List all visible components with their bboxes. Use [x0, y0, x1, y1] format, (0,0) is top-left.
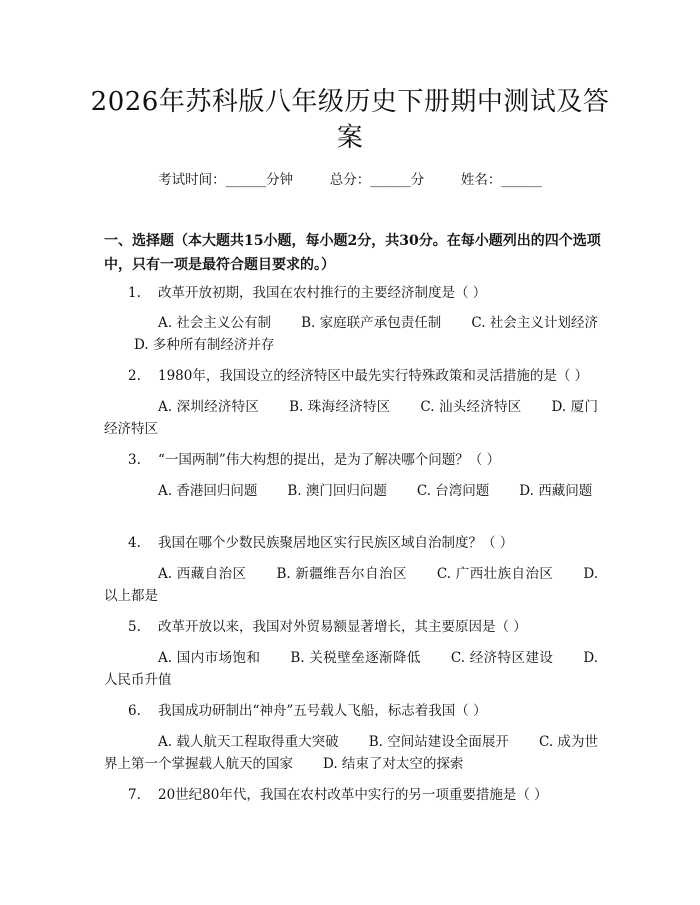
option-a: A. 国内市场饱和	[158, 650, 261, 666]
question-number: 5.	[128, 619, 141, 635]
question-stem: 改革开放以来，我国对外贸易额显著增长，其主要原因是（ ）	[158, 619, 527, 635]
question-stem: 改革开放初期，我国在农村推行的主要经济制度是（ ）	[158, 285, 487, 301]
question-2-options	[104, 396, 598, 440]
question-stem: 我国在哪个少数民族聚居地区实行民族区域自治制度？（ ）	[158, 535, 514, 551]
question-stem: “一国两制”伟大构想的提出，是为了解决哪个问题？（ ）	[158, 452, 501, 468]
option-d: D. 多种所有制经济并存	[134, 337, 275, 353]
option-b: B. 新疆维吾尔自治区	[276, 566, 407, 582]
question-number: 1.	[128, 285, 141, 301]
question-number: 2.	[128, 368, 141, 384]
option-d: D. 人民币升值	[104, 650, 598, 688]
question-stem: 20世纪80年代，我国在农村改革中实行的另一项重要措施是（ ）	[158, 787, 548, 803]
option-b: B. 家庭联产承包责任制	[301, 315, 442, 331]
option-b: B. 珠海经济特区	[289, 399, 391, 415]
option-a: A. 香港回归问题	[158, 483, 258, 499]
question-4	[128, 533, 608, 553]
question-number: 7.	[128, 787, 141, 803]
question-7	[128, 785, 608, 805]
option-c: C. 经济特区建设	[450, 650, 554, 666]
question-2	[128, 366, 608, 386]
exam-score-field: 总分：______分	[329, 172, 425, 188]
question-3	[128, 450, 608, 470]
option-d: D. 结束了对太空的探索	[323, 756, 464, 772]
option-d: D. 西藏问题	[519, 483, 593, 499]
option-b: B. 关税壁垒逐渐降低	[290, 650, 421, 666]
question-number: 6.	[128, 703, 141, 719]
option-a: A. 西藏自治区	[158, 566, 247, 582]
question-number: 3.	[128, 452, 141, 468]
question-6	[128, 701, 608, 721]
exam-info-line	[0, 168, 700, 188]
question-3-options	[104, 480, 598, 502]
question-6-options	[104, 731, 598, 775]
question-4-options	[104, 563, 598, 607]
option-b: B. 澳门回归问题	[287, 483, 387, 499]
option-d: D. 厦门经济特区	[104, 399, 598, 437]
document-title: 2026年苏科版八年级历史下册期中测试及答案	[90, 87, 610, 153]
option-c: C. 成为世界上第一个掌握载人航天的国家	[104, 734, 598, 772]
exam-time-field: 考试时间：______分钟	[158, 172, 294, 188]
question-stem: 1980年，我国设立的经济特区中最先实行特殊政策和灵活措施的是（ ）	[158, 368, 589, 384]
question-5-options	[104, 647, 598, 691]
option-d: D. 以上都是	[104, 566, 598, 604]
question-stem: 我国成功研制出“神舟”五号载人飞船，标志着我国（ ）	[158, 703, 487, 719]
option-b: B. 空间站建设全面展开	[368, 734, 509, 750]
exam-name-field: 姓名：______	[460, 172, 542, 188]
option-c: C. 汕头经济特区	[420, 399, 522, 415]
question-1	[128, 283, 608, 303]
option-c: C. 社会主义计划经济	[471, 315, 598, 331]
option-a: A. 载人航天工程取得重大突破	[158, 734, 339, 750]
section-heading: 一、选择题（本大题共15小题，每小题2分，共30分。在每小题列出的四个选项中，只有一项是最符合题目要求的。）	[104, 233, 601, 273]
question-5	[128, 617, 608, 637]
option-a: A. 深圳经济特区	[158, 399, 260, 415]
question-1-options	[104, 312, 598, 356]
option-c: C. 台湾问题	[416, 483, 490, 499]
option-c: C. 广西壮族自治区	[436, 566, 554, 582]
option-a: A. 社会主义公有制	[158, 315, 272, 331]
question-number: 4.	[128, 535, 141, 551]
